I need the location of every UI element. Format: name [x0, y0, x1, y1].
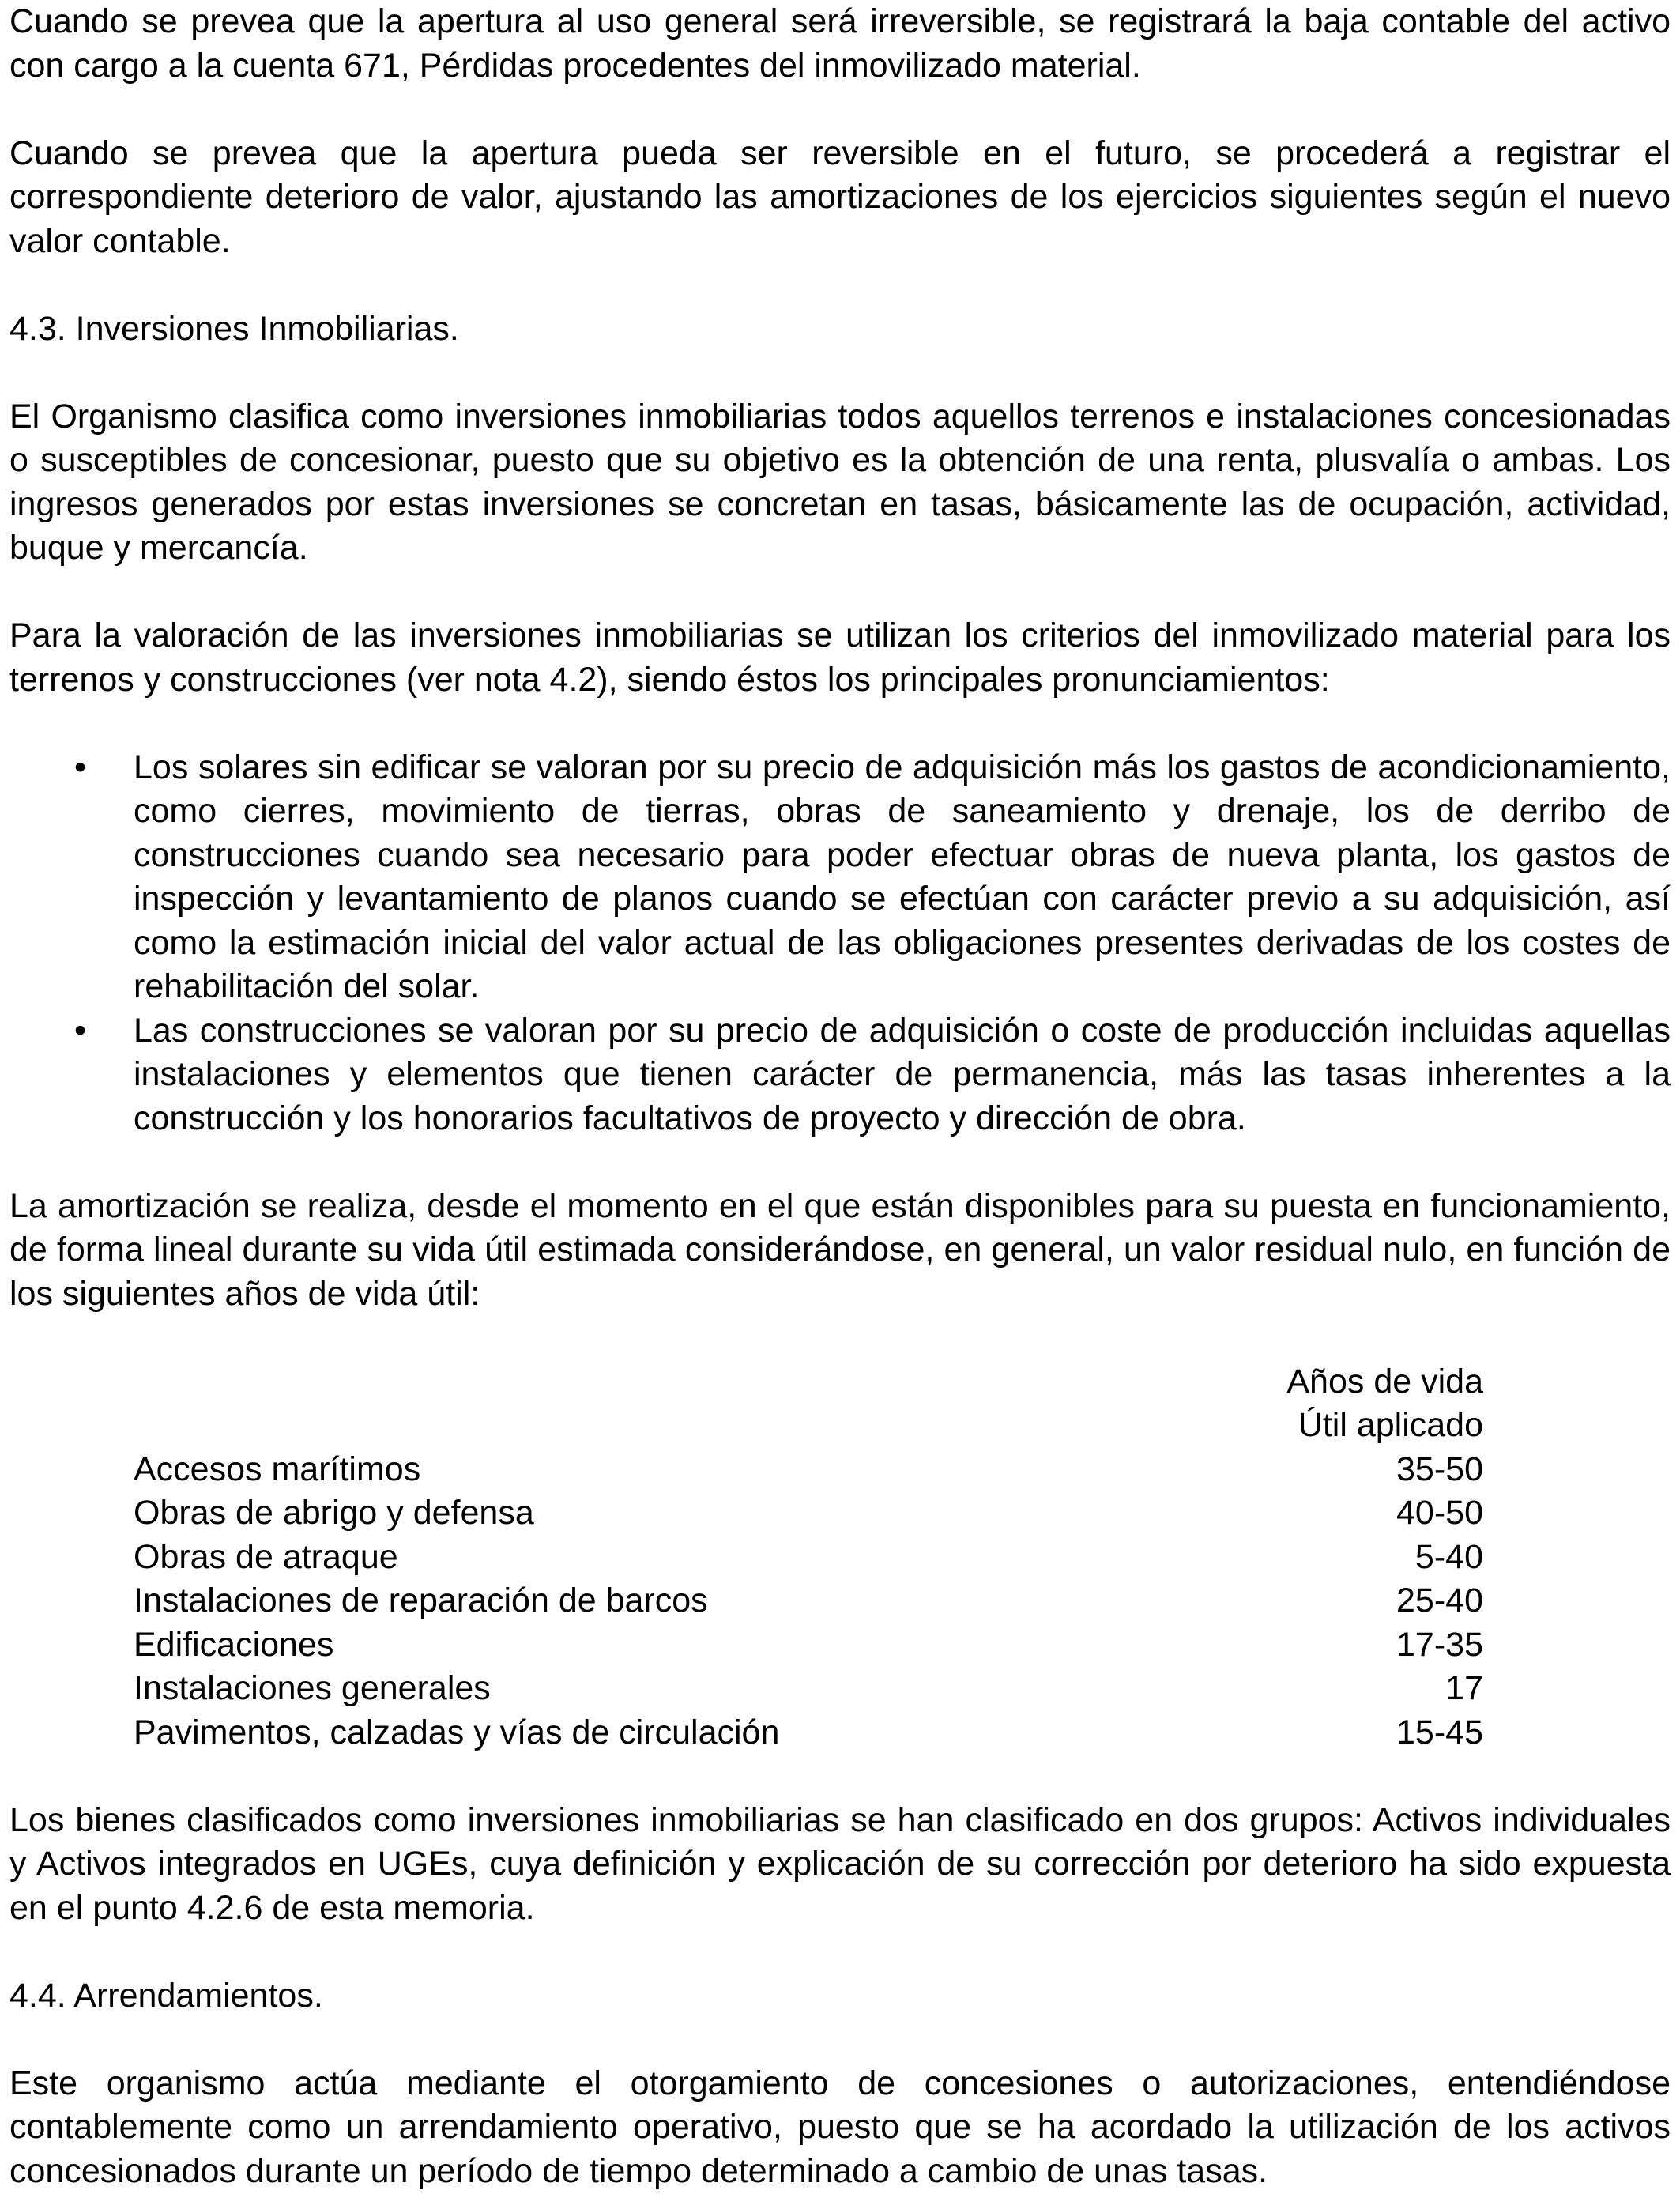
table-header-row	[134, 1404, 1483, 1448]
table-row	[134, 1623, 1483, 1668]
bullet-item-solares	[9, 746, 1671, 1009]
table-cell-category: Instalaciones de reparación de barcos	[134, 1581, 708, 1619]
table-cell-category: Obras de atraque	[134, 1537, 398, 1576]
table-row	[134, 1536, 1483, 1580]
table-row	[134, 1711, 1483, 1755]
spacer	[9, 1755, 1671, 1799]
table-cell-years: 25-40	[1396, 1581, 1483, 1619]
section-heading-4-4: 4.4. Arrendamientos.	[9, 1976, 323, 2015]
spacer	[9, 88, 1671, 132]
table-header-row	[134, 1360, 1483, 1404]
table-cell-years: 35-50	[1396, 1449, 1483, 1488]
table-cell-years: 17-35	[1396, 1625, 1483, 1664]
table-row	[134, 1579, 1483, 1623]
useful-life-table	[134, 1360, 1483, 1755]
table-cell-years: 17	[1445, 1669, 1483, 1707]
table-cell-years: 15-45	[1396, 1713, 1483, 1751]
spacer	[9, 1140, 1671, 1185]
table-cell-category: Obras de abrigo y defensa	[134, 1494, 534, 1532]
spacer	[9, 1316, 1671, 1360]
bullet-icon: •	[74, 1011, 87, 1050]
bullet-item-construcciones	[9, 1009, 1671, 1141]
table-cell-years: 5-40	[1414, 1537, 1483, 1576]
table-cell-years: 40-50	[1396, 1494, 1483, 1532]
table-cell-category: Accesos marítimos	[134, 1449, 421, 1488]
table-row	[134, 1448, 1483, 1492]
table-header-line1: Años de vida	[1286, 1362, 1483, 1400]
table-row	[134, 1667, 1483, 1711]
paragraph-valoracion: Para la valoración de las inversiones inmobiliarias se utilizan los criterios del inmovilizado material para los terrenos y construcciones (ver nota 4.2), siendo éstos los principales pronunciamientos:	[9, 616, 1671, 699]
table-cell-category: Instalaciones generales	[134, 1669, 491, 1707]
bullet-text: Las construcciones se valoran por su precio de adquisición o coste de producción incluidas aquellas instalaciones y elementos que tienen carácter de permanencia, más las tasas inherentes a la construcción y los honorarios facultativos de proyecto y dirección de obra.	[134, 1011, 1671, 1137]
table-row	[134, 1491, 1483, 1536]
document-page	[9, 0, 1671, 2193]
spacer	[9, 1930, 1671, 1974]
paragraph-clasificacion: El Organismo clasifica como inversiones inmobiliarias todos aquellos terrenos e instalaciones concesionadas o susceptibles de concesionar, puesto que su objetivo es la obtención de una renta, plusvalía o ambas. Los ingresos generados por estas inversiones se concretan en tasas, básicamente las de ocupación, actividad, buque y mercancía.	[9, 397, 1671, 567]
table-cell-category: Pavimentos, calzadas y vías de circulación	[134, 1713, 780, 1751]
spacer	[9, 702, 1671, 746]
spacer	[9, 571, 1671, 615]
paragraph-deterioro-valor: Cuando se prevea que la apertura pueda ser reversible en el futuro, se procederá a registrar el correspondiente deterioro de valor, ajustando las amortizaciones de los ejercicios siguientes según el nuevo valor contable.	[9, 134, 1671, 260]
spacer	[9, 2018, 1671, 2062]
bullet-list	[9, 746, 1671, 1141]
section-heading-4-3: 4.3. Inversiones Inmobiliarias.	[9, 309, 459, 348]
spacer	[9, 263, 1671, 307]
paragraph-arrendamientos: Este organismo actúa mediante el otorgamiento de concesiones o autorizaciones, entendiéndose contablemente como un arrendamiento operativo, puesto que se ha acordado la utilización de los activos concesionados durante un período de tiempo determinado a cambio de unas tasas.	[9, 2064, 1671, 2190]
spacer	[9, 351, 1671, 395]
bullet-text: Los solares sin edificar se valoran por su precio de adquisición más los gastos de acondicionamiento, como cierres, movimiento de tierras, obras de saneamiento y drenaje, los de derribo de construcciones cuando sea necesario para poder efectuar obras de nueva planta, los gastos de inspección y levantamiento de planos cuando se efectúan con carácter previo a su adquisición, así como la estimación inicial del valor actual de las obligaciones presentes derivadas de los costes de rehabilitación del solar.	[134, 748, 1671, 1005]
bullet-icon: •	[74, 748, 87, 786]
paragraph-grupos-activos: Los bienes clasificados como inversiones inmobiliarias se han clasificado en dos grupos: Activos individuales y Activos integrados en UGEs, cuya definición y explicación de su corrección por deterioro ha sido expuesta en el punto 4.2.6 de esta memoria.	[9, 1800, 1671, 1927]
paragraph-baja-contable: Cuando se prevea que la apertura al uso general será irreversible, se registrará la baja contable del activo con cargo a la cuenta 671, Pérdidas procedentes del inmovilizado material.	[9, 2, 1671, 85]
paragraph-amortizacion: La amortización se realiza, desde el momento en el que están disponibles para su puesta en funcionamiento, de forma lineal durante su vida útil estimada considerándose, en general, un valor residual nulo, en función de los siguientes años de vida útil:	[9, 1186, 1671, 1313]
table-cell-category: Edificaciones	[134, 1625, 334, 1664]
table-header-line2: Útil aplicado	[1298, 1406, 1483, 1444]
